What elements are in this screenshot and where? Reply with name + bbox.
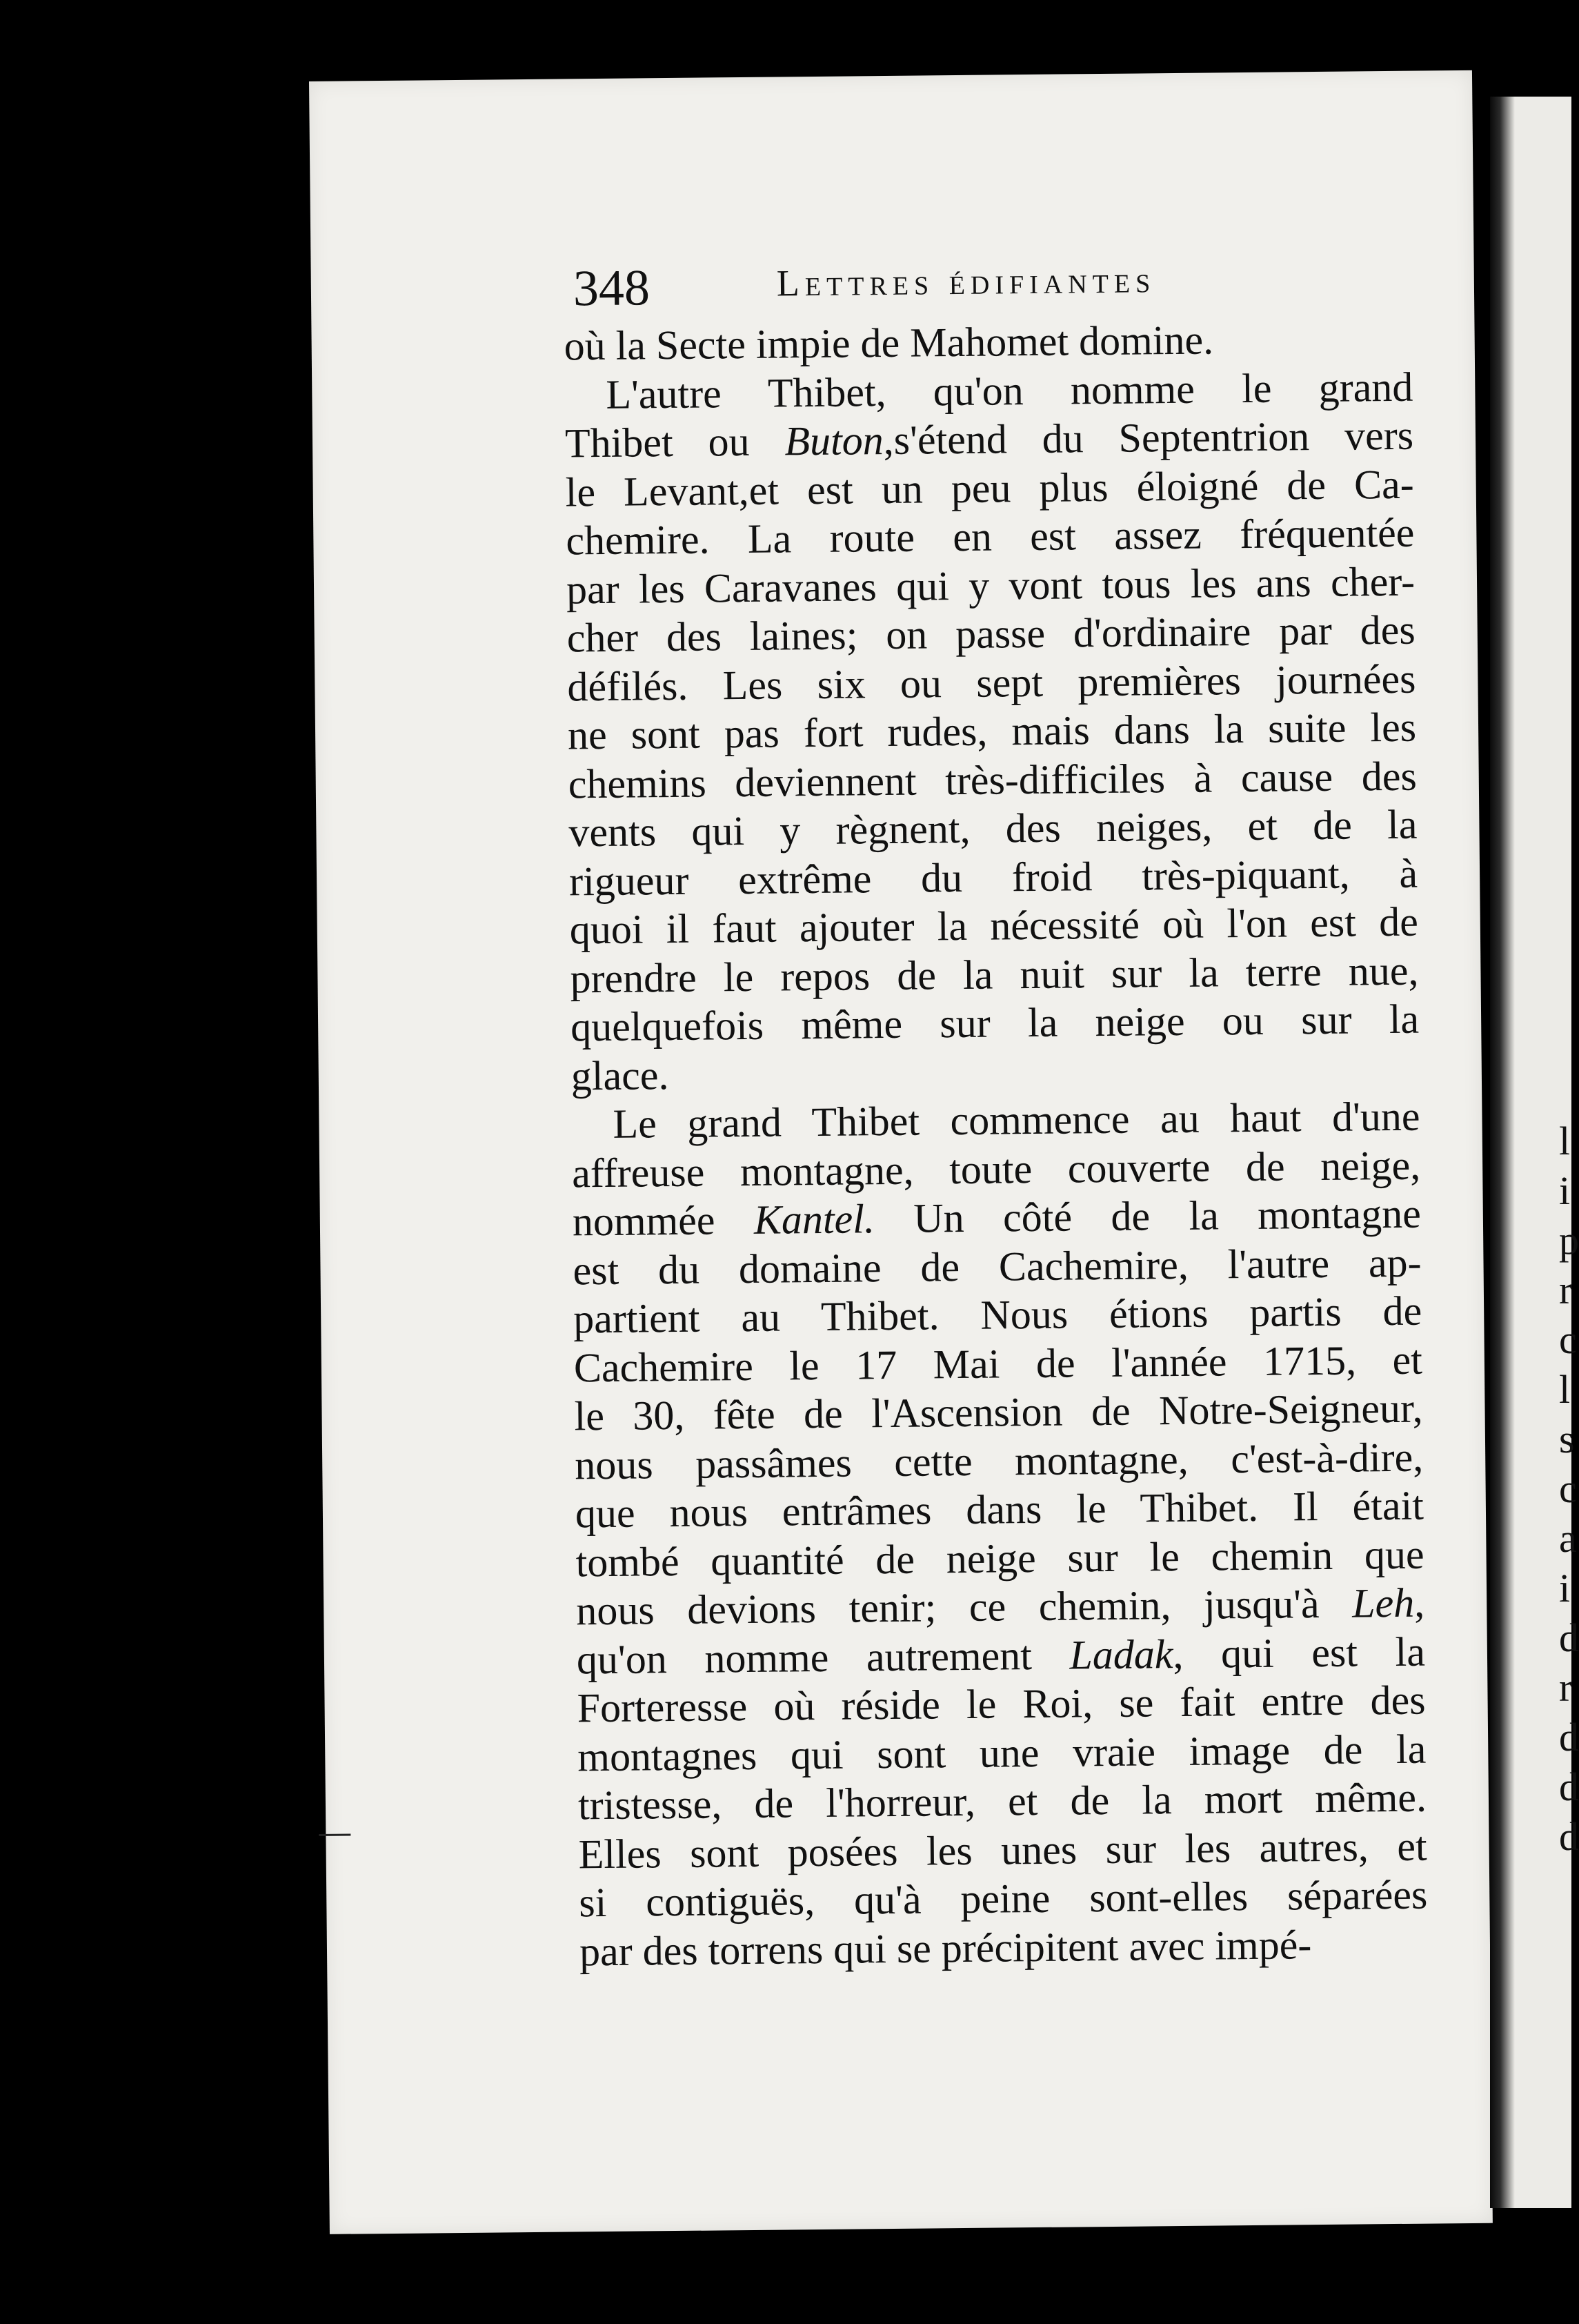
text-line: le 30, fête de l'Ascension de Notre-Seigneur, <box>574 1385 1423 1439</box>
running-title: Lettres édifiantes <box>776 259 1156 304</box>
text-line: quelquefois même sur la neige ou sur la <box>570 996 1420 1050</box>
text-segment: , qui est la <box>1173 1628 1426 1677</box>
book-page <box>309 70 1493 2234</box>
text-line: glace. <box>570 1052 669 1099</box>
text-line: le Levant,et est un peu plus éloigné de Ca- <box>565 461 1414 515</box>
text-line: tombé quantité de neige sur le chemin que <box>575 1531 1424 1585</box>
text-segment: nommée <box>572 1197 755 1245</box>
page-header <box>573 253 1332 322</box>
text-segment: nous devions tenir; ce chemin, jusqu'à <box>575 1580 1353 1634</box>
adjacent-page-fragment: i <box>1559 1168 1571 1213</box>
text-line: L'autre Thibet, qu'on nomme le grand <box>606 364 1413 417</box>
text-line: que nous entrâmes dans le Thibet. Il était <box>575 1482 1424 1537</box>
page-number: 348 <box>573 259 651 317</box>
text-line: tristesse, de l'horreur, et de la mort même. <box>577 1774 1427 1829</box>
text-segment: qu'on nomme autrement <box>576 1632 1070 1682</box>
italic-term: Leh <box>1351 1579 1415 1626</box>
text-line <box>576 1579 1425 1635</box>
text-line: ne sont pas fort rudes, mais dans la suite les <box>567 704 1417 758</box>
adjacent-page-fragment: r <box>1559 1268 1573 1312</box>
page-gutter <box>1490 97 1515 2208</box>
text-line: par des torrens qui se précipitent avec impé- <box>579 1921 1312 1974</box>
text-segment: Thibet ou <box>564 418 785 466</box>
text-line: Forteresse où réside le Roi, se fait entre des <box>577 1677 1426 1731</box>
text-line: vents qui y règnent, des neiges, et de la <box>568 801 1418 856</box>
text-line: Cachemire le 17 Mai de l'année 1715, et <box>573 1337 1423 1390</box>
adjacent-page-fragment: d <box>1559 1615 1579 1660</box>
adjacent-page-fragment: s <box>1559 1417 1575 1461</box>
italic-term: Buton <box>784 417 884 464</box>
adjacent-page-edge <box>1490 97 1579 2208</box>
text-segment: Un côté de la montagne <box>874 1190 1422 1242</box>
italic-term: Kantel. <box>753 1196 875 1243</box>
text-line: rigueur extrême du froid très-piquant, à <box>568 850 1418 904</box>
text-line: montagnes qui sont une vraie image de la <box>577 1726 1427 1780</box>
adjacent-page-fragment: p <box>1559 1218 1579 1263</box>
text-line: Elles sont posées les unes sur les autres, et <box>578 1823 1427 1877</box>
text-line <box>565 411 1414 468</box>
text-line: chemire. La route en est assez fréquentée <box>566 509 1415 564</box>
text-line: nous passâmes cette montagne, c'est-à-dire, <box>574 1434 1424 1488</box>
text-line: où la Secte impie de Mahomet domine. <box>564 317 1214 369</box>
text-line: prendre le repos de la nuit sur la terre nue, <box>570 947 1419 1001</box>
adjacent-page-fragment: l <box>1559 1119 1571 1163</box>
adjacent-page-fragment: i <box>1559 1566 1571 1611</box>
adjacent-page-fragment: l <box>1559 1367 1571 1412</box>
adjacent-page-fragment: d <box>1559 1814 1579 1859</box>
text-line: cher des laines; on passe d'ordinaire par des <box>566 607 1416 661</box>
text-line: défilés. Les six ou sept premières journées <box>567 656 1416 709</box>
margin-mark <box>319 1834 350 1836</box>
text-line: affreuse montagne, toute couverte de neige, <box>571 1142 1421 1196</box>
adjacent-page-fragment: d <box>1559 1715 1579 1760</box>
adjacent-page-fragment: c <box>1559 1317 1577 1362</box>
text-line: est du domaine de Cachemire, l'autre ap- <box>573 1239 1422 1293</box>
italic-term: Ladak <box>1069 1631 1173 1678</box>
adjacent-page-fragment: d <box>1559 1764 1579 1809</box>
text-line <box>573 1190 1422 1246</box>
text-line: Le grand Thibet commence au haut d'une <box>613 1093 1420 1147</box>
adjacent-page-fragment: r <box>1559 1665 1573 1710</box>
body-text <box>564 314 1428 1976</box>
text-segment: , <box>1413 1579 1425 1626</box>
text-line <box>577 1627 1426 1684</box>
adjacent-page-fragment: a <box>1559 1516 1577 1561</box>
text-line: si contiguës, qu'à peine sont-elles séparées <box>579 1871 1428 1926</box>
text-line: quoi il faut ajouter la nécessité où l'on est de <box>569 898 1419 953</box>
adjacent-page-fragment: c <box>1559 1466 1577 1511</box>
text-line: chemins deviennent très-difficiles à cause des <box>568 753 1418 807</box>
text-segment: ,s'étend du Septentrion vers <box>883 412 1414 464</box>
text-line: par les Caravanes qui y vont tous les ans cher- <box>566 558 1416 612</box>
text-line: partient au Thibet. Nous étions partis de <box>573 1288 1422 1342</box>
